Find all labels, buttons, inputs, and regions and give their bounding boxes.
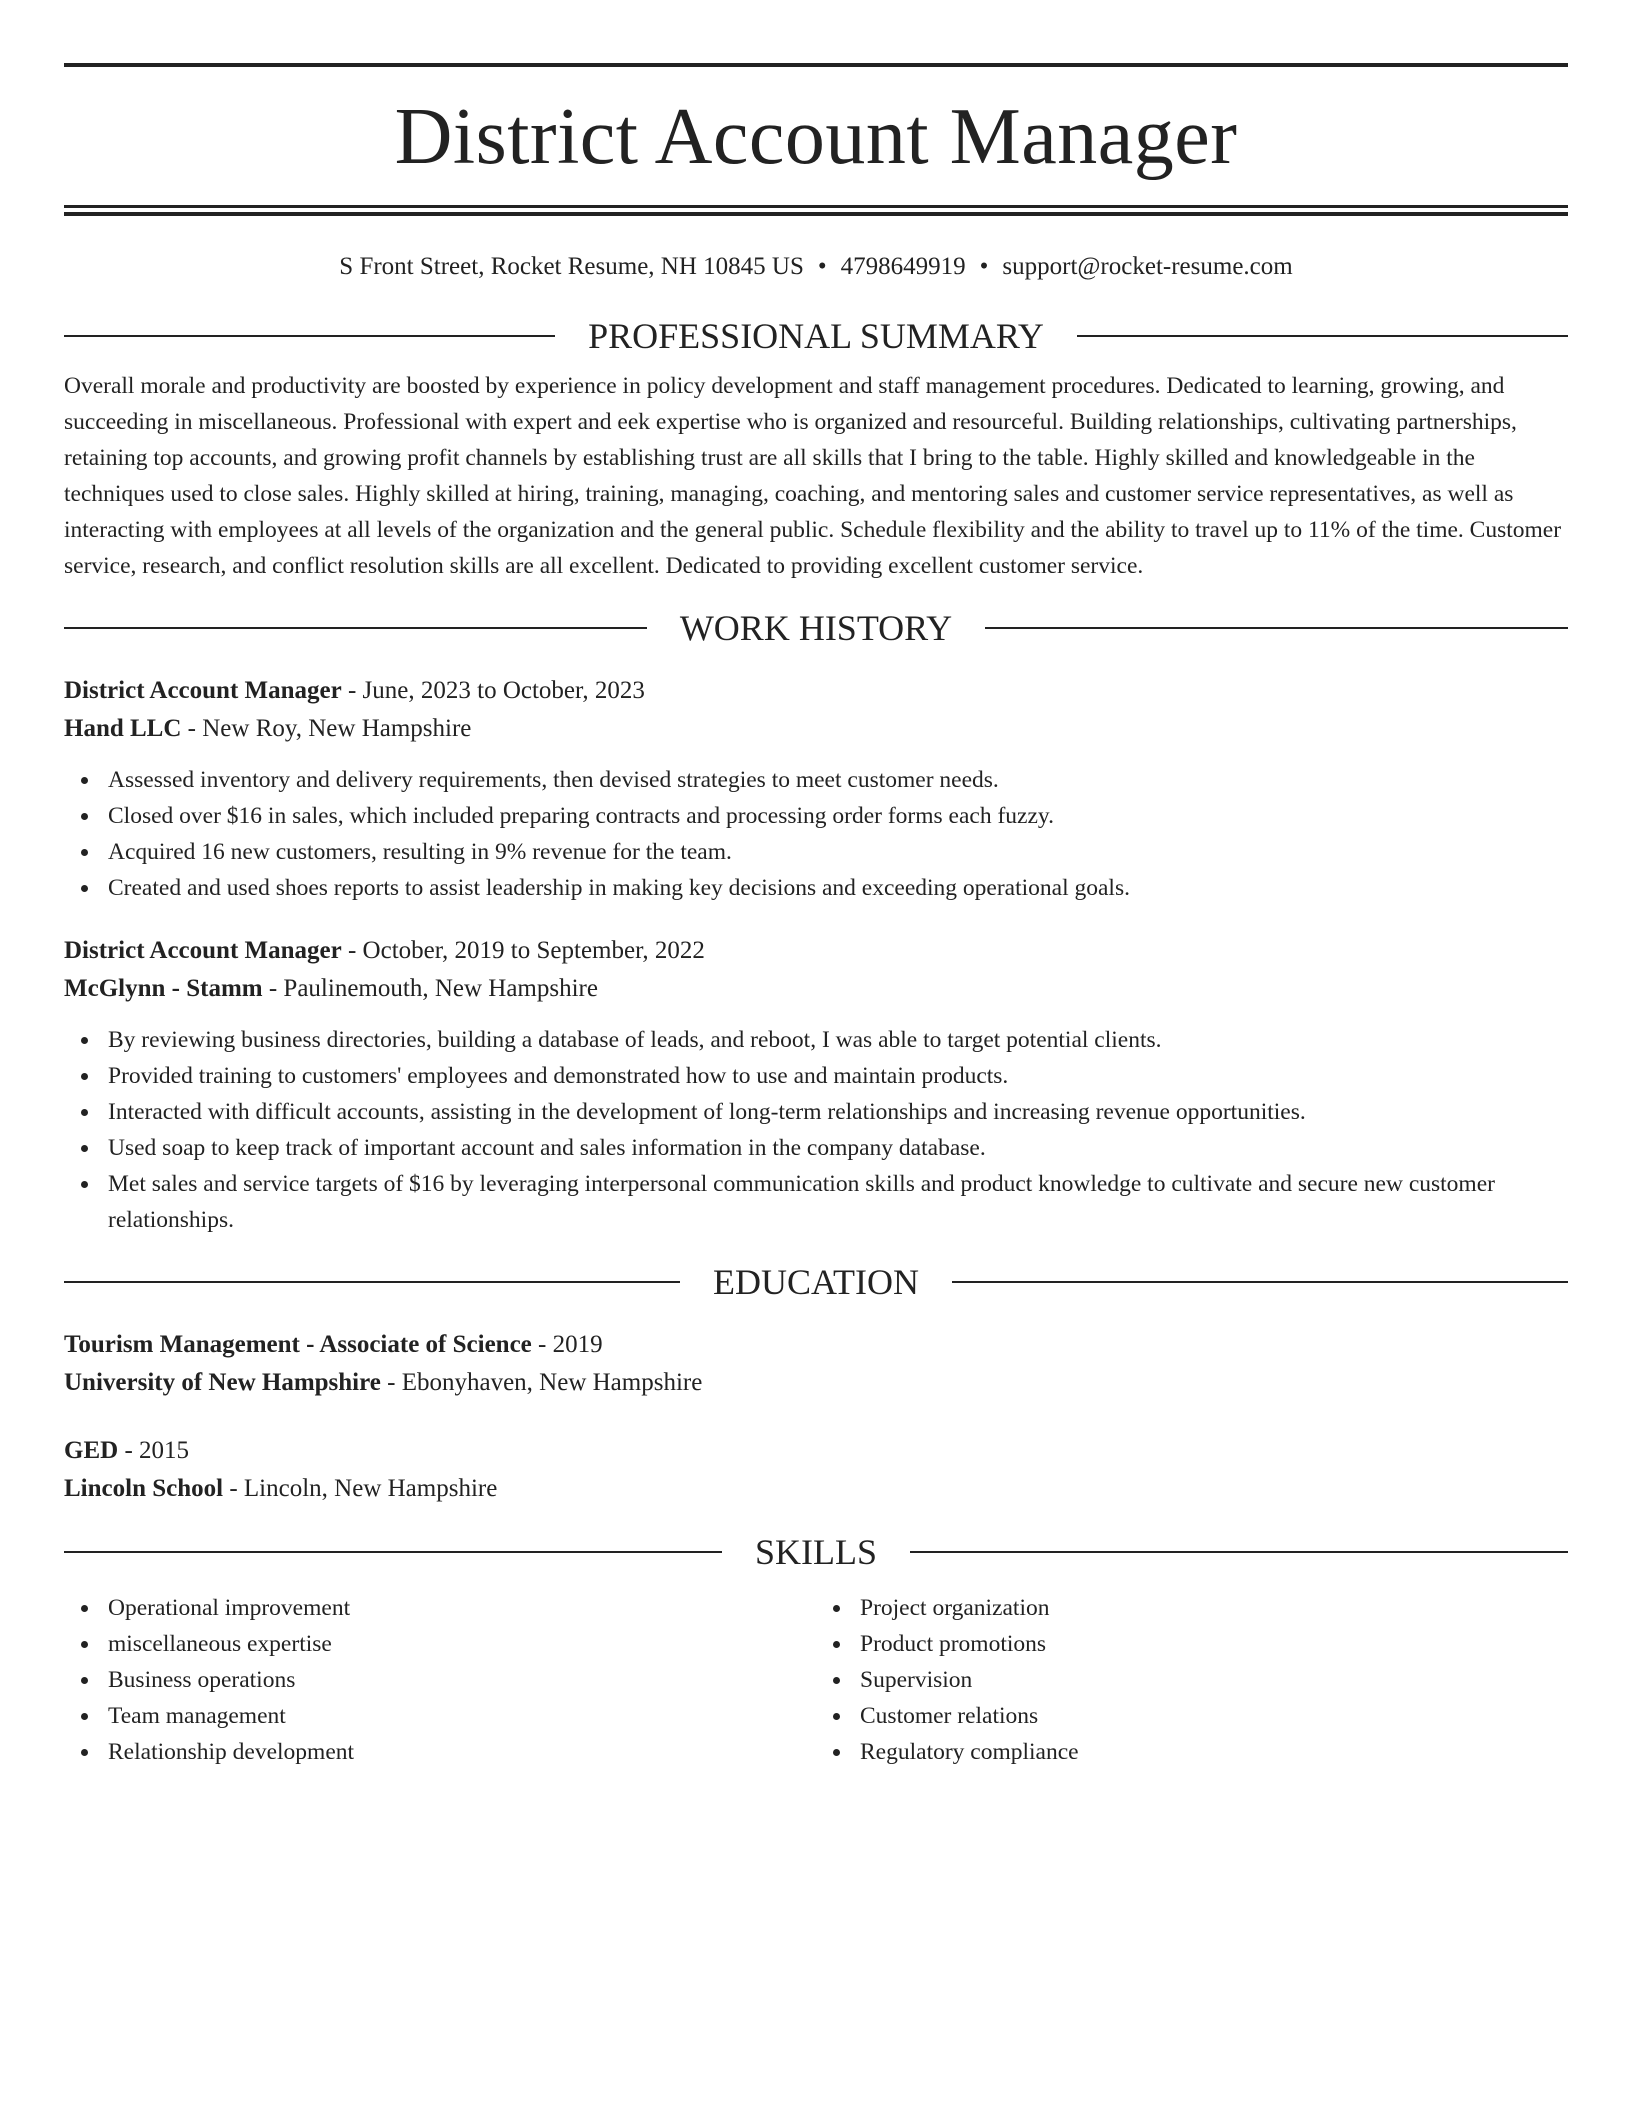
degree: GED [64,1437,119,1464]
graduation-year: - 2015 [118,1437,190,1464]
job-company: McGlynn - Stamm [64,975,263,1002]
skill-item: Relationship development [64,1734,816,1770]
skills-list-right [816,1590,1568,1770]
degree-line [64,1432,1568,1470]
section-header-skills [64,1530,1568,1574]
list-item: Closed over $16 in sales, which included preparing contracts and processing order forms each fuzzy. [64,798,1568,834]
graduation-year: - 2019 [531,1331,603,1358]
school: Lincoln School [64,1475,224,1502]
job-title-line [64,672,1568,710]
section-rule [64,627,647,629]
section-rule [64,335,555,337]
title-double-rule [64,205,1568,216]
section-rule [952,1281,1568,1283]
job-company: Hand LLC [64,715,182,742]
list-item: Created and used shoes reports to assist leadership in making key decisions and exceeding operational goals. [64,870,1568,906]
skill-item: Business operations [64,1662,816,1698]
section-title: WORK HISTORY [679,608,953,648]
section-header-education [64,1260,1568,1304]
degree-line [64,1326,1568,1364]
school-line [64,1470,1568,1508]
contact-separator: • [817,253,827,280]
section-rule [910,1551,1568,1553]
section-title: EDUCATION [713,1262,919,1302]
section-rule [1077,335,1568,337]
skill-item: Project organization [816,1590,1568,1626]
job-entry [64,672,1568,906]
section-header-work [64,606,1568,650]
job-title-line [64,932,1568,970]
job-location: - Paulinemouth, New Hampshire [262,975,598,1002]
summary-text: Overall morale and productivity are boosted by experience in policy development and staff management procedures. Dedicated to learning, growing, and succeeding in miscellaneous. Professional with expert and eek expertise who is organized and resourceful. Building relationships, cultivating partnerships, retaining top accounts, and growing profit channels by establishing trust are all skills that I bring to the table. Highly skilled and knowledgeable in the techniques used to close sales. Highly skilled at hiring, training, managing, coaching, and mentoring sales and customer service representatives, as well as interacting with employees at all levels of the organization and the general public. Schedule flexibility and the ability to travel up to 11% of the time. Customer service, research, and conflict resolution skills are all excellent. Dedicated to providing excellent customer service. [64,373,1562,579]
list-item: Assessed inventory and delivery requirements, then devised strategies to meet customer needs. [64,762,1568,798]
list-item: Provided training to customers' employees and demonstrated how to use and maintain products. [64,1058,1568,1094]
education-entry [64,1432,1568,1508]
job-entry [64,932,1568,1238]
section-rule [985,627,1568,629]
section-rule [64,1551,722,1553]
skills-list-left [64,1590,816,1770]
skills-columns [64,1590,1568,1770]
school-location: - Lincoln, New Hampshire [223,1475,498,1502]
job-dates: - October, 2019 to September, 2022 [341,937,705,964]
job-company-line [64,710,1568,748]
skill-item: Supervision [816,1662,1568,1698]
education-entry [64,1326,1568,1402]
list-item: Interacted with difficult accounts, assisting in the development of long-term relationships and increasing revenue opportunities. [64,1094,1568,1130]
contact-line [64,254,1568,280]
list-item: Met sales and service targets of $16 by leveraging interpersonal communication skills and product knowledge to cultivate and secure new customer relationships. [64,1166,1568,1238]
skill-item: miscellaneous expertise [64,1626,816,1662]
contact-separator: • [979,253,989,280]
job-title: District Account Manager [64,677,342,704]
section-rule [64,1281,680,1283]
job-company-line [64,970,1568,1008]
school-location: - Ebonyhaven, New Hampshire [380,1369,703,1396]
skill-item: Team management [64,1698,816,1734]
skill-item: Regulatory compliance [816,1734,1568,1770]
list-item: Used soap to keep track of important account and sales information in the company database. [64,1130,1568,1166]
section-title: PROFESSIONAL SUMMARY [588,316,1044,356]
job-bullets [64,762,1568,906]
degree: Tourism Management - Associate of Science [64,1331,532,1358]
school: University of New Hampshire [64,1369,381,1396]
list-item: By reviewing business directories, building a database of leads, and reboot, I was able to target potential clients. [64,1022,1568,1058]
section-title: SKILLS [755,1532,878,1572]
resume-title: District Account Manager [394,93,1238,181]
section-header-summary [64,314,1568,358]
job-dates: - June, 2023 to October, 2023 [341,677,645,704]
address: S Front Street, Rocket Resume, NH 10845 US [339,253,804,280]
school-line [64,1364,1568,1402]
job-title: District Account Manager [64,937,342,964]
job-bullets [64,1022,1568,1238]
list-item: Acquired 16 new customers, resulting in 9% revenue for the team. [64,834,1568,870]
skill-item: Operational improvement [64,1590,816,1626]
job-location: - New Roy, New Hampshire [181,715,472,742]
email: support@rocket-resume.com [1002,253,1293,280]
phone: 4798649919 [840,253,966,280]
skill-item: Product promotions [816,1626,1568,1662]
skill-item: Customer relations [816,1698,1568,1734]
